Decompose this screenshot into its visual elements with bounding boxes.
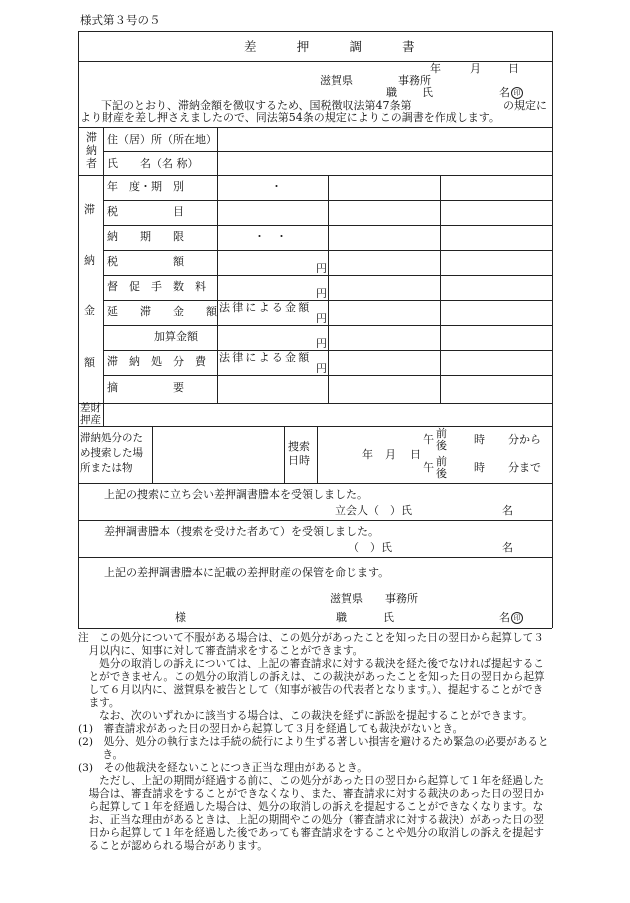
search-until: 分まで [508,461,541,474]
intro-line-2: より財産を差し押さえましたので、同法第54条の規定によりこの調書を作成します。 [80,111,500,124]
form-number: 様式第３号の５ [80,13,161,27]
custody-staff: 職 [336,611,347,624]
frame-top [78,31,552,32]
search-until-hour: 時 [474,461,485,474]
intro-line-1: 下記のとおり、滞納金額を徴収するため、国税徴収法第47条第 [101,99,412,112]
custody-addressee: 様 [175,611,186,624]
period-dot: ・ [271,180,282,193]
yen-disposition-cost: 円 [316,362,327,375]
row-label-additional: 加算金額 [154,330,198,343]
search-time-label: 捜索 日時 [288,440,310,467]
custody-office: 事務所 [385,592,418,605]
receipt-role: （ ）氏 [348,541,392,554]
by-law-disposition: 法律による金額 [219,351,312,364]
arrears-label-4: 額 [84,356,95,369]
seized-property-label: 差財押産 [80,402,101,426]
row-label-summary: 摘 要 [107,381,184,394]
witness-name: 名 [502,504,513,517]
receipt-text: 差押調書謄本（捜索を受けた者あて）を受領しました。 [104,525,379,538]
note-2: 処分の取消しの訴えについては、上記の審査請求に対する裁決を経た後でなければ提起することができません。この処分の取消しの訴えは、この裁決があったことを知った日の翌日から起算して６月以内に、滋賀県を被告として（知事が被告の代表者となります。）、提起することができます。 [88,658,545,709]
yen-reminder-fee: 円 [316,287,327,300]
issuer-name: 名 印 [499,87,523,100]
note-7: ただし、上記の期間が経過する前に、この処分があった日の翌日から起算して１年を経過した場合は、審査請求をすることができなくなり、また、審査請求に対する裁決のあった日の翌日から起算して１年を経過した場合は、処分の取消しの訴えを提起することができなくなります。なお、正当な理由があるときは、上記の期間やこの処分（審査請求に対する裁決）があった日の翌日から起算して１年を経過した後であっても審査請求をすることや処分の取消しの訴えを提起することが認められる場合があります。 [88,775,545,852]
custody-text: 上記の差押調書謄本に記載の差押財産の保管を命じます。 [104,566,390,579]
row-label-due: 納 期 限 [107,230,184,243]
search-am-pm-1: 午 [423,433,434,446]
issuer-prefecture: 滋賀県 [320,74,353,87]
search-from: 分から [508,433,541,446]
note-5: (2) 処分、処分の執行または手続の続行により生ずる著しい損害を避けるため緊急の必要があるとき。 [78,736,549,761]
note-6: (3) その他裁決を経ないことにつき正当な理由があるとき。 [78,762,368,774]
witness-text: 上記の捜索に立ち会い差押調書謄本を受領しました。 [104,488,368,501]
note-1: 注 この処分について不服がある場合は、この処分があったことを知った日の翌日から起算して３月以内に、知事に対して審査請求をすることができます。 [78,632,544,657]
issuer-staff: 職 [386,86,397,99]
search-from-ampm: 前 後 [436,427,447,452]
issuer-office: 事務所 [398,74,431,87]
yen-tax-amount: 円 [316,262,327,275]
row-label-delinquency: 延 滞 金 額 [107,305,217,318]
row-label-tax-amount: 税 額 [107,255,184,268]
by-law-delinquency: 法律による金額 [219,301,312,314]
issuer-surname: 氏 [422,86,433,99]
debtor-name-label: 氏 名（名 称） [107,157,199,170]
yen-additional: 円 [316,337,327,350]
custody-prefecture: 滋賀県 [330,592,363,605]
debtor-address-label: 住（居）所（所在地） [107,133,217,146]
arrears-label-1: 滞 [84,203,95,216]
debtor-section-label: 滞 納 者 [86,131,97,170]
search-year: 年 [362,448,373,461]
date-month: 月 [470,62,481,75]
yen-delinquency: 円 [316,312,327,325]
notes [78,632,552,853]
search-month: 月 [385,448,396,461]
frame-right [552,31,553,628]
date-year: 年 [430,62,441,75]
custody-name: 名 印 [499,612,523,625]
search-place-label: 滞納処分のた め捜索した場 所または物 [80,432,143,474]
note-3: なお、次のいずれかに該当する場合は、この裁決を経ずに訴訟を提起することができます。 [88,710,533,722]
search-until-ampm: 前 後 [436,455,447,480]
seal-icon: 印 [511,612,523,624]
search-from-hour: 時 [474,433,485,446]
custody-surname: 氏 [383,611,394,624]
witness-role: 立会人（ ）氏 [335,504,412,517]
frame-bottom [78,628,552,629]
intro-line-1-end: の規定に [503,99,547,112]
due-dots: ・ ・ [254,230,287,243]
row-label-disposition-cost: 滞 納 処 分 費 [107,355,206,368]
date-day: 日 [508,62,519,75]
doc-title: 差 押 調 書 [244,39,433,54]
row-label-reminder-fee: 督 促 手 数 料 [107,280,206,293]
row-label-period: 年 度・期 別 [107,180,184,193]
row-label-tax-item: 税 目 [107,205,184,218]
search-day: 日 [410,448,421,461]
arrears-label-2: 納 [84,254,95,267]
seal-icon: 印 [511,87,523,99]
frame-left [78,31,79,628]
note-4: (1) 審査請求があった日の翌日から起算して３月を経過しても裁決がないとき。 [78,723,464,735]
search-am-pm-2: 午 [423,461,434,474]
receipt-name: 名 [502,541,513,554]
arrears-label-3: 金 [84,304,95,317]
